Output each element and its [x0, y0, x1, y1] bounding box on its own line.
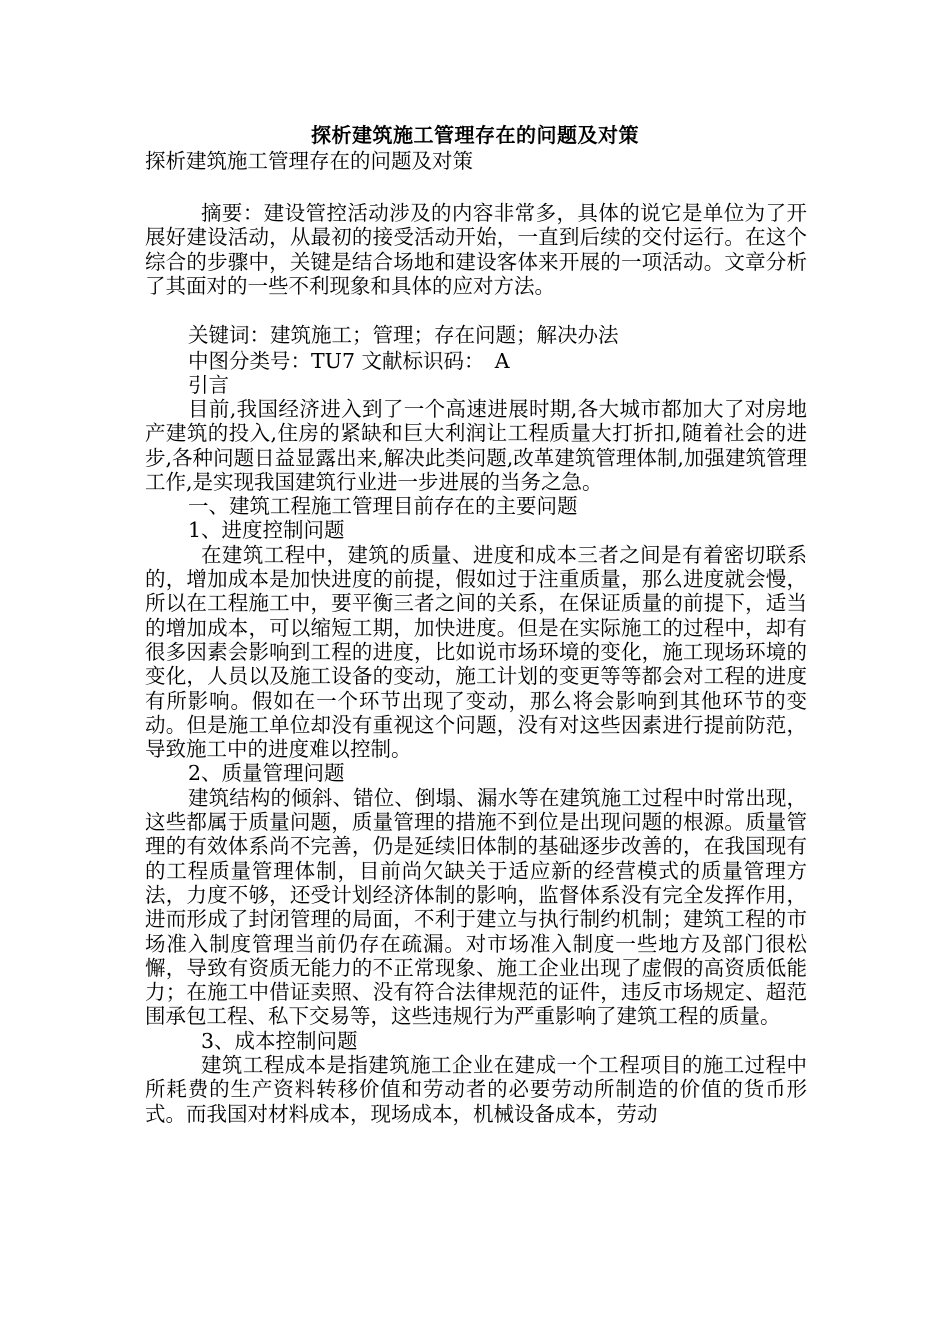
subsection-heading-1: 1、进度控制问题: [188, 518, 345, 543]
subsection-paragraph-2: 建筑结构的倾斜、错位、倒塌、漏水等在建筑施工过程中时常出现，这些都属于质量问题，质量管理的措施不到位是出现问题的根源。质量管理的有效体系尚不完善，仍是延续旧体制的基础逐步改善的，在我国现有的工程质量管理体制，目前尚欠缺关于适应新的经营模式的质量管理方法，力度不够，还受计划经济体制的影响，监督体系没有完全发挥作用，进而形成了封闭管理的局面，不利于建立与执行制约机制；建筑工程的市场准入制度管理当前仍存在疏漏。对市场准入制度一些地方及部门很松懈，导致有资质无能力的不正常现象、施工企业出现了虚假的高资质低能力；在施工中借证卖照、没有符合法律规范的证件，违反市场规定、超范围承包工程、私下交易等，这些违规行为严重影响了建筑工程的质量。: [145, 785, 807, 1029]
abstract-paragraph: 摘要：建设管控活动涉及的内容非常多，具体的说它是单位为了开展好建设活动，从最初的接受活动开始，一直到后续的交付运行。在这个综合的步骤中，关键是结合场地和建设客体来开展的一项活动。文章分析了其面对的一些不利现象和具体的应对方法。: [145, 201, 807, 298]
keywords-line: 关键词：建筑施工；管理；存在问题；解决办法: [188, 323, 619, 347]
document-title: 探析建筑施工管理存在的问题及对策: [311, 123, 639, 147]
subsection-paragraph-3: 建筑工程成本是指建筑施工企业在建成一个工程项目的施工过程中所耗费的生产资料转移价值和劳动者的必要劳动所制造的价值的货币形式。而我国对材料成本，现场成本，机械设备成本，劳动: [145, 1053, 807, 1126]
subsection-heading-3: 3、成本控制问题: [201, 1028, 358, 1053]
intro-paragraph: 目前,我国经济进入到了一个高速进展时期,各大城市都加大了对房地产建筑的投入,住房的紧缺和巨大利润让工程质量大打折扣,随着社会的进步,各种问题日益显露出来,解决此类问题,改革建筑管理体制,加强建筑管理工作,是实现我国建筑行业进一步进展的当务之急。: [145, 397, 807, 494]
subsection-heading-2: 2、质量管理问题: [188, 761, 345, 786]
document-subtitle: 探析建筑施工管理存在的问题及对策: [145, 149, 473, 173]
intro-heading: 引言: [188, 373, 229, 397]
document-body: [145, 397, 807, 1126]
section-heading-1: 一、建筑工程施工管理目前存在的主要问题: [188, 494, 578, 519]
classification-line: 中图分类号：TU7 文献标识码： A: [188, 349, 510, 373]
subsection-paragraph-1: 在建筑工程中，建筑的质量、进度和成本三者之间是有着密切联系的，增加成本是加快进度的前提，假如过于注重质量，那么进度就会慢，所以在工程施工中，要平衡三者之间的关系，在保证质量的前提下，适当的增加成本，可以缩短工期，加快进度。但是在实际施工的过程中，却有很多因素会影响到工程的进度，比如说市场环境的变化，施工现场环境的变化，人员以及施工设备的变动，施工计划的变更等等都会对工程的进度有所影响。假如在一个环节出现了变动，那么将会影响到其他环节的变动。但是施工单位却没有重视这个问题，没有对这些因素进行提前防范，导致施工中的进度难以控制。: [145, 542, 807, 762]
